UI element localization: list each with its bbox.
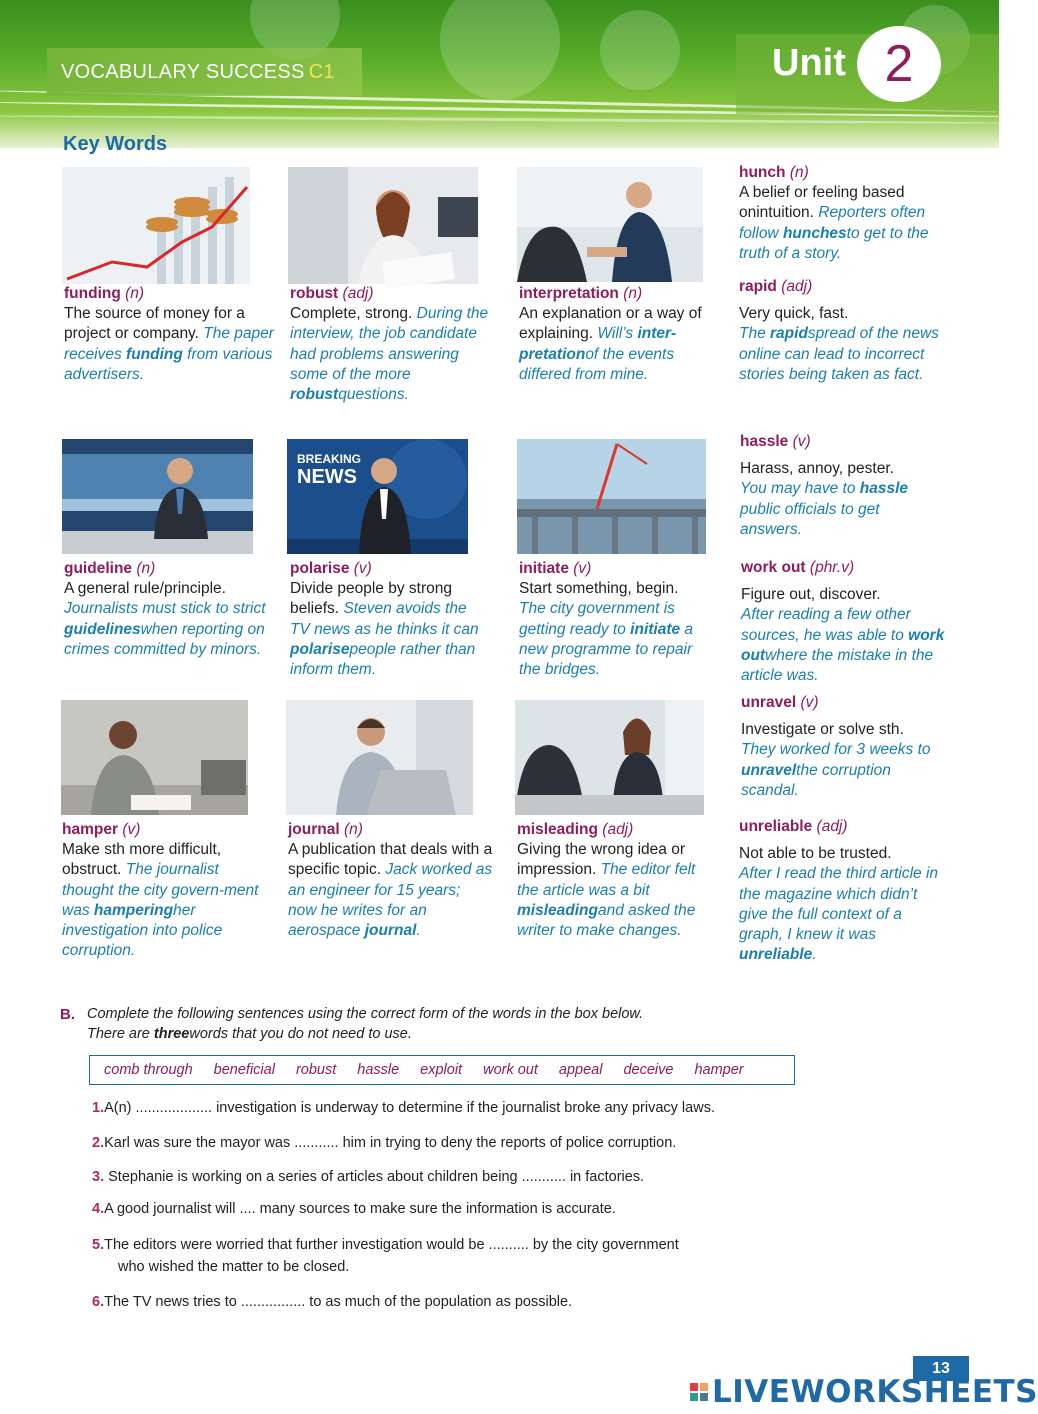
entry-funding [64,284,279,385]
example: After I read the third article in the magazine which didn’t give the full context of a graph, I knew it was unreliable. [739,865,939,964]
example: After reading a few other sources, he was able to work outwhere the mistake in the article was. [741,606,945,685]
example: Steven avoids the TV news as he thinks it can polarisepeople rather than inform them. [290,600,479,679]
entry-rapid [739,277,939,385]
instruction-line-2: There are threewords that you do not need to use. [87,1026,412,1042]
question-text: Karl was sure the mayor was ........... him in trying to deny the reports of police corruption. [104,1135,677,1151]
word: unravel [741,694,797,711]
journal-picture [286,700,473,815]
hamper-picture [61,700,248,815]
definition: Investigate or solve sth. [741,721,904,739]
definition: Harass, annoy, pester. [740,460,894,478]
news-overlay-line1: BREAKING [297,452,362,466]
entry-hassle [740,432,940,540]
definition: Giving the wrong idea or impression. [517,841,686,879]
brand-logo[interactable] [690,1372,1038,1412]
word: initiate [519,560,569,577]
word: robust [290,285,339,302]
part-of-speech: (v) [122,821,141,838]
word: rapid [739,278,777,295]
entry-hunch [739,163,944,264]
unit-number-badge [857,26,941,102]
word-box-item: robust [295,1062,337,1078]
exercise-instructions [60,1004,643,1044]
definition: Complete, strong. [290,305,413,323]
word-box-item: appeal [558,1062,603,1078]
definition: Divide people by strong beliefs. [290,580,452,618]
word: unreliable [739,818,813,835]
question-4 [92,1198,616,1220]
funding-picture [62,167,250,284]
series-level: C1 [308,60,335,83]
definition: An explanation or a way of explaining. [519,305,702,343]
brand-name: LIVEWORKSHEETS [712,1374,1038,1410]
page-number: 13 [913,1356,969,1381]
question-text: The editors were worried that further investigation would be .......... by the city government [104,1237,679,1253]
question-text: The TV news tries to ................ to as much of the population as possible. [104,1294,573,1310]
example: The city government is getting ready to initiate a new programme to repair the bridges. [519,600,694,679]
entry-initiate [519,559,709,680]
word-box-item: beneficial [213,1062,275,1078]
question-6 [92,1291,572,1313]
part-of-speech: (v) [353,560,372,577]
definition: A publication that deals with a specific topic. [288,841,493,879]
word: work out [741,559,806,576]
example: Reporters often follow hunchesto get to the truth of a story. [739,204,929,262]
definition: A belief or feeling based onintuition. [739,184,905,222]
word: misleading [517,821,598,838]
entry-guideline [64,559,279,660]
example: Jack worked as an engineer for 15 years; now he writes for an aerospace journal. [288,861,493,940]
guideline-picture [62,439,253,554]
question-number: 4. [92,1201,105,1217]
example: During the interview, the job candidate had problems answering some of the more robustquestions. [290,305,489,404]
question-number: 2. [92,1135,105,1151]
part-of-speech: (v) [792,433,811,450]
entry-interpretation [519,284,719,385]
question-number: 5. [92,1237,105,1253]
word: hassle [740,433,789,450]
news-overlay-line2: NEWS [297,466,357,488]
entry-work-out [741,558,946,686]
entry-hamper [62,820,262,961]
question-3 [92,1166,644,1188]
word: funding [64,285,121,302]
word-box-item: exploit [420,1062,463,1078]
polarise-picture [287,439,468,554]
instruction-line-1: Complete the following sentences using the correct form of the words in the box below. [87,1006,644,1022]
part-of-speech: (adj) [816,818,848,835]
word: hunch [739,164,786,181]
word-box-item: work out [483,1062,538,1078]
interpretation-picture [517,167,703,282]
part-of-speech: (n) [125,285,145,302]
entry-unreliable [739,817,944,965]
example: The rapidspread of the news online can lead to incorrect stories being taken as fact. [739,325,939,383]
word-box-item: hassle [357,1062,400,1078]
section-title: Key Words [63,133,168,155]
word: guideline [64,560,133,577]
question-number: 6. [92,1294,105,1310]
part-of-speech: (n) [343,821,363,838]
word: journal [288,821,340,838]
entry-polarise [290,559,490,680]
word-box-item: comb through [104,1062,193,1078]
example: The journalist thought the city govern-ment was hamperingher investigation into police corruption. [62,861,259,960]
exercise-letter: B. [60,1006,75,1023]
part-of-speech: (v) [573,560,592,577]
entry-robust [290,284,490,405]
example: The editor felt the article was a bit misleadingand asked the writer to make changes. [517,861,696,940]
part-of-speech: (phr.v) [809,559,855,576]
example: Will’s inter-pretationof the events differed from mine. [519,325,677,383]
question-2 [92,1132,676,1154]
question-text: A(n) ................... investigation is underway to determine if the journalist broke any privacy laws. [104,1100,715,1116]
part-of-speech: (adj) [342,285,374,302]
robust-picture [288,167,478,284]
initiate-picture [517,439,706,554]
entry-journal [288,820,493,941]
question-text-continued: who wished the matter to be closed. [118,1259,350,1275]
definition: Very quick, fast. [739,305,849,323]
example: The paper receives funding from various advertisers. [64,325,274,383]
part-of-speech: (adj) [602,821,634,838]
definition: A general rule/principle. [64,580,226,598]
entry-unravel [741,693,941,801]
example: They worked for 3 weeks to unravelthe corruption scandal. [741,741,931,799]
question-1 [92,1097,715,1119]
example: You may have to hassle public officials to get answers. [740,480,909,538]
definition: Start something, begin. [519,580,679,598]
word: interpretation [519,285,619,302]
series-title [47,48,362,96]
unit-number: 2 [884,35,914,93]
word-box-item: hamper [694,1062,744,1078]
unit-label: Unit [772,42,846,84]
word-box [89,1055,795,1085]
definition: Figure out, discover. [741,586,881,604]
part-of-speech: (n) [789,164,809,181]
liveworksheets-icon [690,1383,708,1401]
example: Journalists must stick to strict guidelineswhen reporting on crimes committed by minors. [64,600,266,658]
part-of-speech: (n) [136,560,156,577]
word: hamper [62,821,118,838]
question-number: 3. [92,1169,105,1185]
part-of-speech: (adj) [781,278,813,295]
question-text: A good journalist will .... many sources to make sure the information is accurate. [104,1201,616,1217]
definition: The source of money for a project or company. [64,305,245,343]
part-of-speech: (v) [800,694,819,711]
definition: Not able to be trusted. [739,845,892,863]
misleading-picture [515,700,704,815]
part-of-speech: (n) [623,285,643,302]
entry-misleading [517,820,717,941]
word-box-item: deceive [623,1062,674,1078]
series-name: VOCABULARY SUCCESS [61,60,305,83]
question-number: 1. [92,1100,105,1116]
word: polarise [290,560,350,577]
question-5 [92,1234,679,1278]
question-text: Stephanie is working on a series of articles about children being ........... in factories. [104,1169,645,1185]
definition: Make sth more difficult, obstruct. [62,841,222,879]
